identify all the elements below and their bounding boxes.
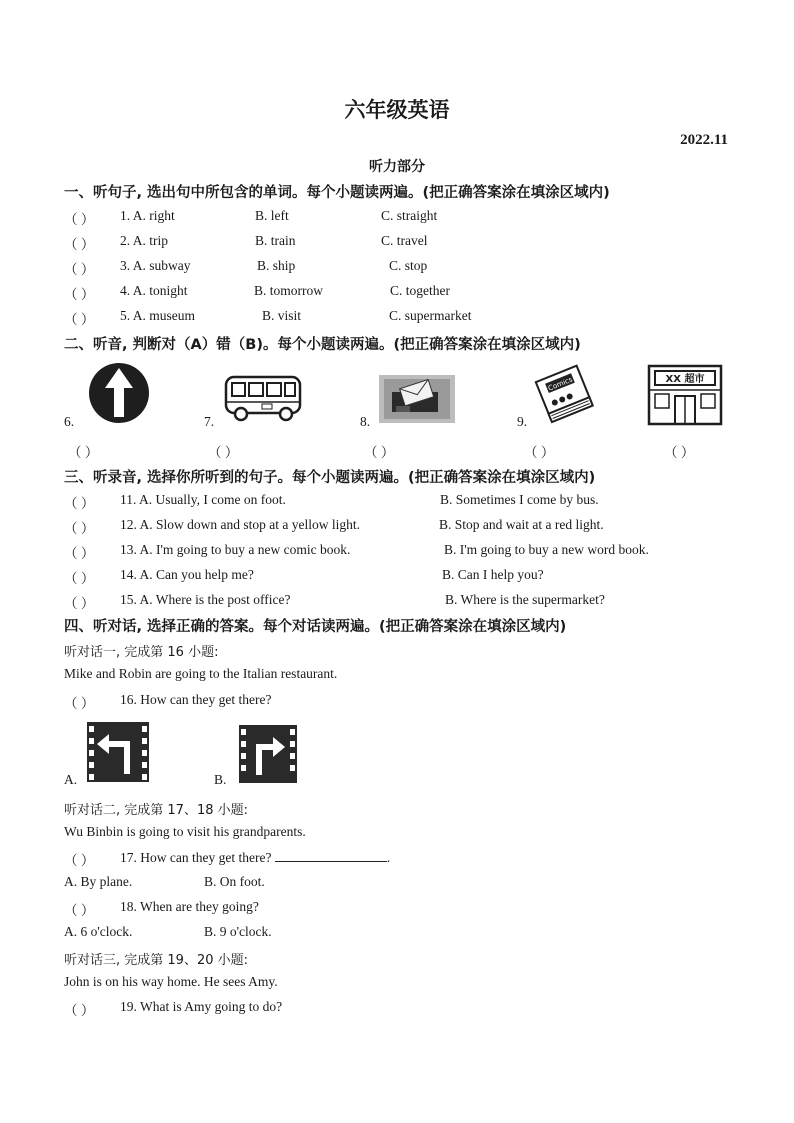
option-a: 15. A. Where is the post office? <box>120 592 291 607</box>
answer-bracket[interactable]: （ ） <box>64 571 95 586</box>
answer-blank[interactable] <box>275 849 387 862</box>
answer-bracket[interactable]: （ ） <box>64 903 95 918</box>
picture-number: 7. <box>204 414 215 429</box>
option-a-label: A. <box>64 772 78 787</box>
option-c: C. supermarket <box>389 308 472 323</box>
option-b: B. Can I help you? <box>442 567 544 582</box>
picture-number: 6. <box>64 414 75 429</box>
option-b: B. On foot. <box>204 874 265 889</box>
straight-arrow-sign-icon <box>86 361 154 425</box>
option-a: 14. A. Can you help me? <box>120 567 254 582</box>
question-option-a: 2. A. trip <box>120 233 169 248</box>
option-c: C. together <box>390 283 450 298</box>
answer-bracket[interactable]: （ ） <box>68 445 99 460</box>
option-b: B. train <box>255 233 296 248</box>
section-2-heading: 二、听音, 判断对（A）错（B)。每个小题读两遍。(把正确答案涂在填涂区域内) <box>64 337 581 353</box>
picture-number: 8. <box>360 414 371 429</box>
store-sign-text: XX 超市 <box>665 374 705 385</box>
supermarket-icon <box>647 364 723 426</box>
answer-bracket[interactable]: （ ） <box>64 237 95 252</box>
section-4-heading: 四、听对话, 选择正确的答案。每个对话读两遍。(把正确答案涂在填涂区域内) <box>64 619 567 635</box>
option-a: 13. A. I'm going to buy a new comic book. <box>120 542 351 557</box>
option-b: B. Stop and wait at a red light. <box>439 517 604 532</box>
answer-bracket[interactable]: （ ） <box>664 445 695 460</box>
picture-number: 9. <box>517 414 528 429</box>
dialogue-2-text: Wu Binbin is going to visit his grandparents. <box>64 824 306 839</box>
answer-bracket[interactable]: （ ） <box>64 521 95 536</box>
option-b: B. 9 o'clock. <box>204 924 272 939</box>
question-option-a: 3. A. subway <box>120 258 191 273</box>
question-16: 16. How can they get there? <box>120 692 272 707</box>
option-b: B. tomorrow <box>254 283 323 298</box>
option-c: C. stop <box>389 258 428 273</box>
question-option-a: 4. A. tonight <box>120 283 188 298</box>
book-cover-text: Comics <box>547 375 574 393</box>
answer-bracket[interactable]: （ ） <box>64 212 95 227</box>
option-b: B. Where is the supermarket? <box>445 592 605 607</box>
answer-bracket[interactable]: （ ） <box>64 853 95 868</box>
page-title: 六年级英语 <box>344 97 450 122</box>
mailbox-letter-icon <box>378 374 456 424</box>
dialogue-2-intro: 听对话二, 完成第 17、18 小题: <box>64 803 248 818</box>
comic-book-icon <box>530 362 600 424</box>
option-b-label: B. <box>214 772 227 787</box>
question-18: 18. When are they going? <box>120 899 259 914</box>
section-1-heading: 一、听句子, 选出句中所包含的单词。每个小题读两遍。(把正确答案涂在填涂区域内) <box>64 185 610 201</box>
listening-subhead: 听力部分 <box>369 159 425 175</box>
bus-icon <box>224 374 304 424</box>
question-19: 19. What is Amy going to do? <box>120 999 283 1014</box>
section-3-heading: 三、听录音, 选择你所听到的句子。每个小题读两遍。(把正确答案涂在填涂区域内) <box>64 470 596 486</box>
exam-date: 2022.11 <box>680 132 728 148</box>
answer-bracket[interactable]: （ ） <box>64 262 95 277</box>
answer-bracket[interactable]: （ ） <box>64 696 95 711</box>
turn-right-sign-icon <box>239 725 297 783</box>
answer-bracket[interactable]: （ ） <box>208 445 239 460</box>
question-17-period: . <box>386 850 391 865</box>
answer-bracket[interactable]: （ ） <box>64 596 95 611</box>
option-b: B. ship <box>257 258 296 273</box>
option-a: A. 6 o'clock. <box>64 924 133 939</box>
question-option-a: 5. A. museum <box>120 308 196 323</box>
question-option-a: 1. A. right <box>120 208 175 223</box>
dialogue-1-text: Mike and Robin are going to the Italian restaurant. <box>64 666 338 681</box>
dialogue-3-intro: 听对话三, 完成第 19、20 小题: <box>64 953 248 968</box>
answer-bracket[interactable]: （ ） <box>64 1003 95 1018</box>
option-c: C. straight <box>381 208 438 223</box>
option-b: B. left <box>255 208 289 223</box>
option-a: 12. A. Slow down and stop at a yellow light. <box>120 517 360 532</box>
option-a: 11. A. Usually, I come on foot. <box>120 492 286 507</box>
answer-bracket[interactable]: （ ） <box>64 496 95 511</box>
dialogue-1-intro: 听对话一, 完成第 16 小题: <box>64 645 219 660</box>
turn-left-sign-icon <box>87 722 149 782</box>
dialogue-3-text: John is on his way home. He sees Amy. <box>64 974 278 989</box>
answer-bracket[interactable]: （ ） <box>64 546 95 561</box>
option-a: A. By plane. <box>64 874 133 889</box>
answer-bracket[interactable]: （ ） <box>64 287 95 302</box>
option-b: B. Sometimes I come by bus. <box>440 492 599 507</box>
question-17-text: 17. How can they get there? <box>120 850 272 865</box>
question-17 <box>120 849 390 866</box>
answer-bracket[interactable]: （ ） <box>364 445 395 460</box>
answer-bracket[interactable]: （ ） <box>524 445 555 460</box>
option-b: B. I'm going to buy a new word book. <box>444 542 649 557</box>
option-c: C. travel <box>381 233 428 248</box>
answer-bracket[interactable]: （ ） <box>64 312 95 327</box>
option-b: B. visit <box>262 308 302 323</box>
